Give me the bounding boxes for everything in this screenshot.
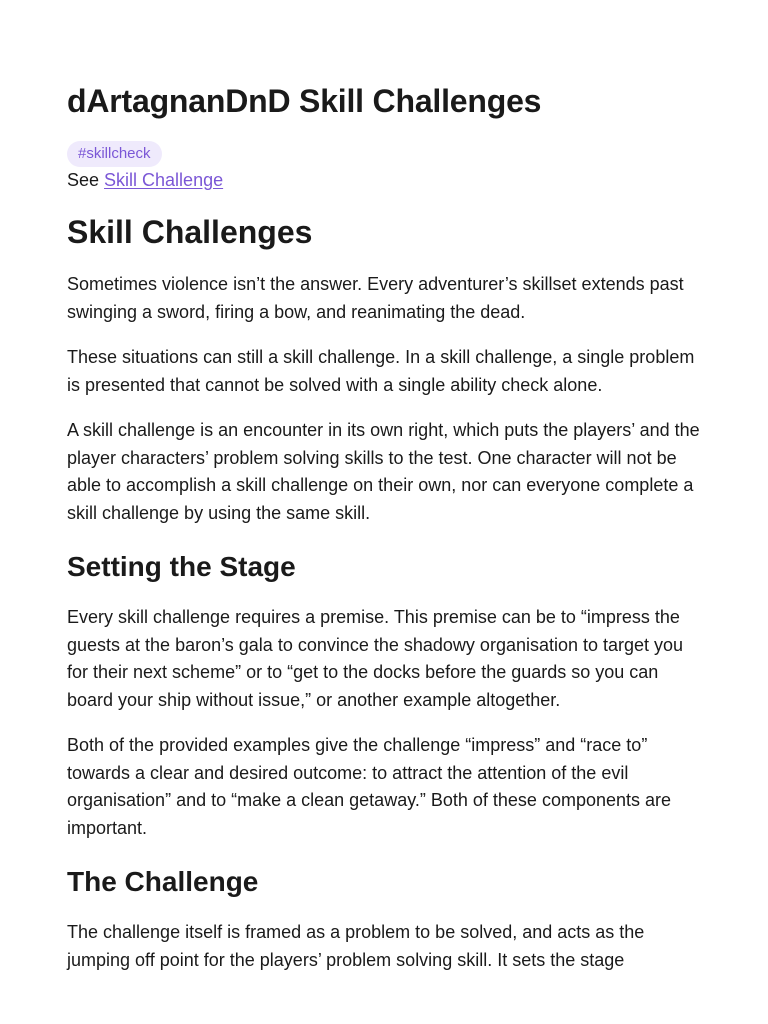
see-prefix: See — [67, 170, 105, 190]
paragraph: The challenge itself is framed as a problem to be solved, and acts as the jumping off point for the players’ problem solving skill. It sets the stage — [67, 922, 645, 970]
paragraph: Sometimes violence isn’t the answer. Every adventurer’s skillset extends past swinging a sword, firing a bow, and reanimating the dead. — [67, 274, 684, 322]
skill-challenge-link[interactable]: Skill Challenge — [104, 170, 224, 190]
paragraph: Both of the provided examples give the challenge “impress” and “race to” towards a clear and desired outcome: to attract the attention of the evil organisation” and to “make a clean getaway.” Both of these components are important. — [67, 735, 672, 838]
paragraph: These situations can still a skill challenge. In a skill challenge, a single problem is presented that cannot be solved with a single ability check alone. — [67, 347, 695, 395]
heading-setting-the-stage: Setting the Stage — [67, 551, 296, 582]
page-title: dArtagnanDnD Skill Challenges — [67, 83, 542, 119]
see-also-line — [67, 167, 701, 193]
heading-skill-challenges: Skill Challenges — [67, 214, 313, 250]
tag-skillcheck[interactable]: #skillcheck — [67, 141, 162, 167]
paragraph: Every skill challenge requires a premise. This premise can be to “impress the guests at the baron’s gala to convince the shadowy organisation to target you for their next scheme” or to “get to the docks before the guards so you can board your ship without issue,” or another example altogether. — [67, 607, 684, 710]
heading-the-challenge: The Challenge — [67, 866, 259, 897]
paragraph: A skill challenge is an encounter in its own right, which puts the players’ and the player characters’ problem solving skills to the test. One character will not be able to accomplish a skill challenge on their own, nor can everyone complete a skill challenge by using the same skill. — [67, 420, 700, 523]
